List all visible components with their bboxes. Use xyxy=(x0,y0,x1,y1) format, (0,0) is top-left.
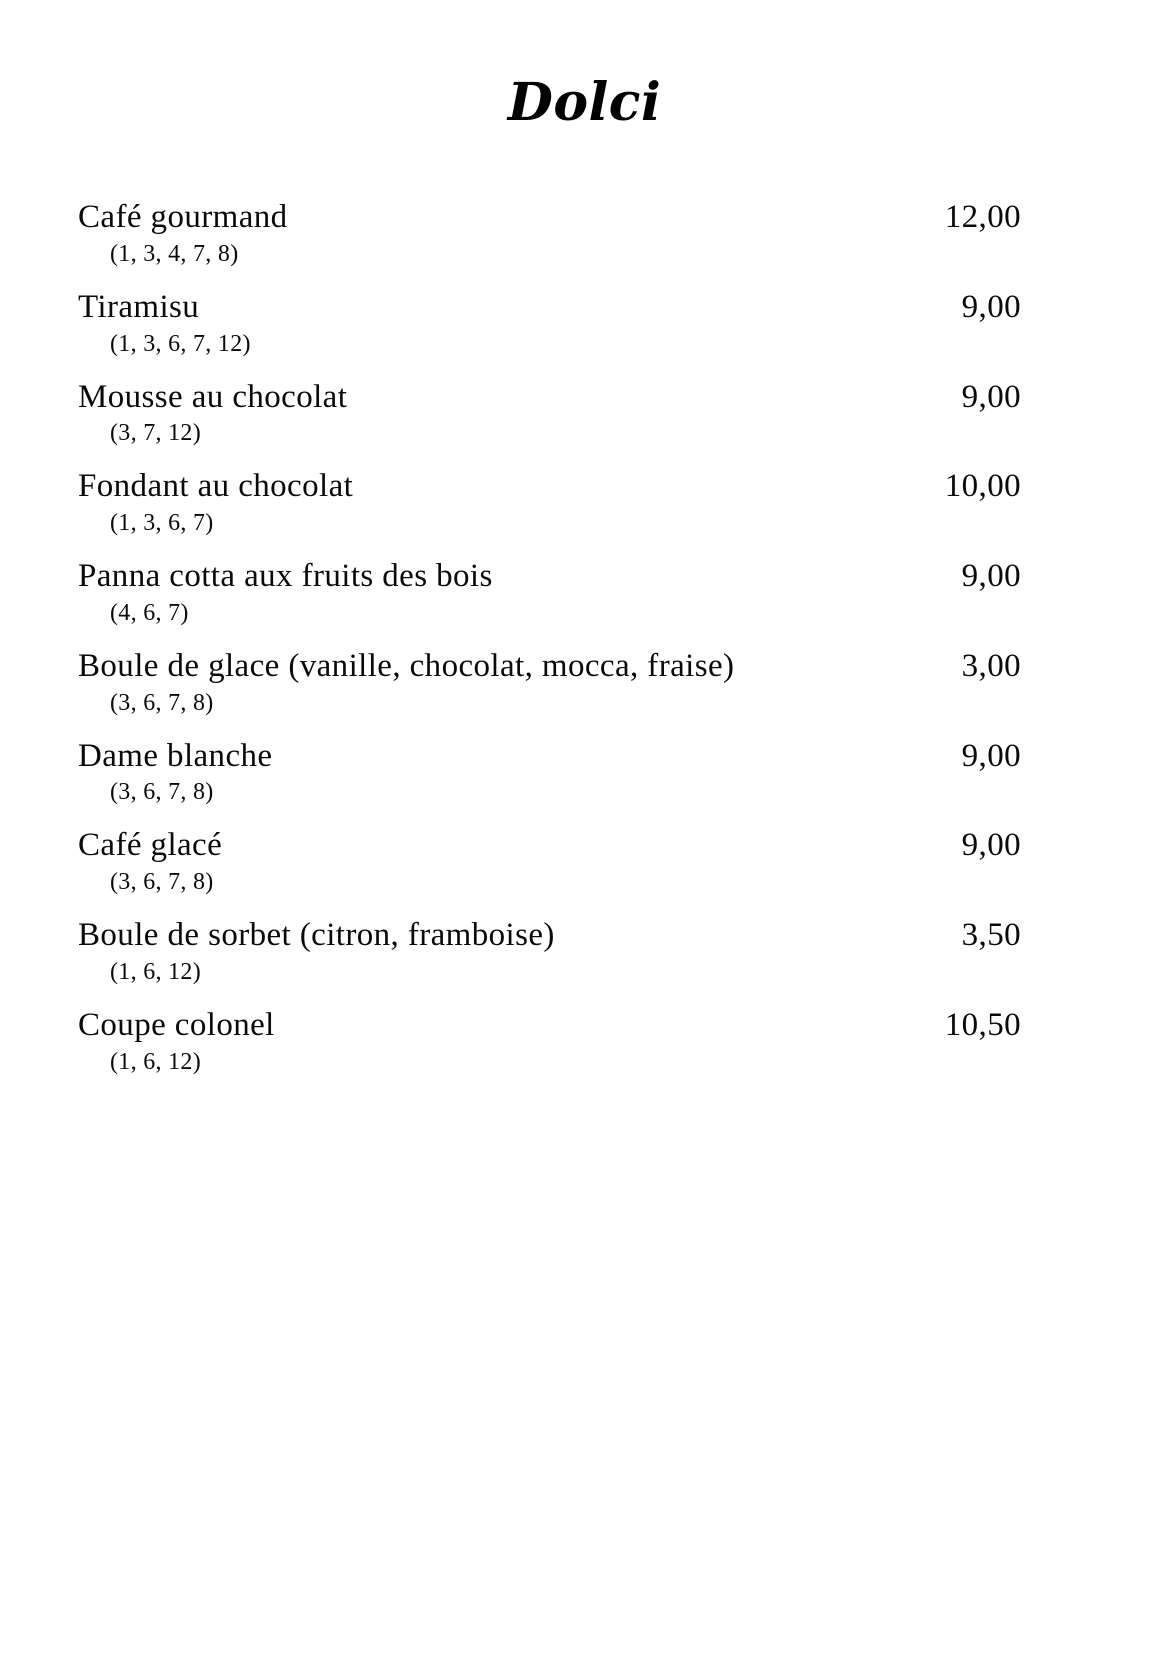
menu-item-name: Panna cotta aux fruits des bois xyxy=(78,558,493,594)
menu-item-price: 10,50 xyxy=(944,1006,1021,1043)
menu-item-allergens: (1, 3, 6, 7, 12) xyxy=(110,330,251,357)
menu-item-list xyxy=(0,199,1169,1077)
list-item xyxy=(0,289,1169,359)
menu-item-name: Boule de sorbet (citron, framboise) xyxy=(78,917,555,953)
menu-item-price: 9,00 xyxy=(961,378,1021,415)
list-item xyxy=(0,738,1169,808)
list-item xyxy=(0,827,1169,897)
menu-item-row xyxy=(78,917,1021,954)
list-item xyxy=(0,917,1169,987)
list-item xyxy=(0,468,1169,538)
menu-item-price: 9,00 xyxy=(961,737,1021,774)
menu-item-name: Café gourmand xyxy=(78,199,288,235)
menu-item-name: Dame blanche xyxy=(78,737,273,774)
list-item xyxy=(0,1007,1169,1077)
menu-item-name: Boule de glace (vanille, chocolat, mocca, fraise) xyxy=(78,647,735,684)
menu-item-price: 10,00 xyxy=(944,468,1021,505)
menu-item-price: 3,50 xyxy=(961,917,1021,953)
menu-item-name: Tiramisu xyxy=(78,288,200,325)
menu-item-row xyxy=(78,468,1021,505)
list-item xyxy=(0,379,1169,449)
list-item xyxy=(0,199,1169,269)
menu-item-allergens: (1, 3, 6, 7) xyxy=(110,510,214,537)
list-item xyxy=(0,648,1169,718)
menu-item-name: Mousse au chocolat xyxy=(78,378,348,415)
page-title: Dolci xyxy=(507,72,662,133)
menu-item-row xyxy=(78,827,1021,864)
menu-item-row xyxy=(78,648,1021,685)
menu-item-allergens: (3, 6, 7, 8) xyxy=(110,689,214,716)
menu-item-row xyxy=(78,199,1021,236)
menu-item-allergens: (1, 6, 12) xyxy=(110,958,201,985)
menu-item-name: Fondant au chocolat xyxy=(78,468,354,505)
menu-item-name: Coupe colonel xyxy=(78,1006,275,1043)
menu-item-name: Café glacé xyxy=(78,827,223,864)
menu-item-allergens: (3, 7, 12) xyxy=(110,420,201,447)
menu-item-row xyxy=(78,379,1021,416)
menu-item-allergens: (4, 6, 7) xyxy=(110,599,189,626)
menu-item-allergens: (3, 6, 7, 8) xyxy=(110,779,214,806)
menu-item-price: 9,00 xyxy=(961,827,1021,864)
menu-item-allergens: (1, 3, 4, 7, 8) xyxy=(110,240,239,267)
menu-item-price: 9,00 xyxy=(961,288,1021,325)
menu-item-allergens: (3, 6, 7, 8) xyxy=(110,869,214,896)
menu-item-price: 9,00 xyxy=(961,558,1021,594)
menu-item-row xyxy=(78,738,1021,775)
menu-item-row xyxy=(78,558,1021,595)
menu-item-price: 3,00 xyxy=(961,647,1021,684)
menu-item-allergens: (1, 6, 12) xyxy=(110,1048,201,1075)
menu-item-price: 12,00 xyxy=(944,199,1021,235)
menu-item-row xyxy=(78,1007,1021,1044)
list-item xyxy=(0,558,1169,628)
menu-item-row xyxy=(78,289,1021,326)
